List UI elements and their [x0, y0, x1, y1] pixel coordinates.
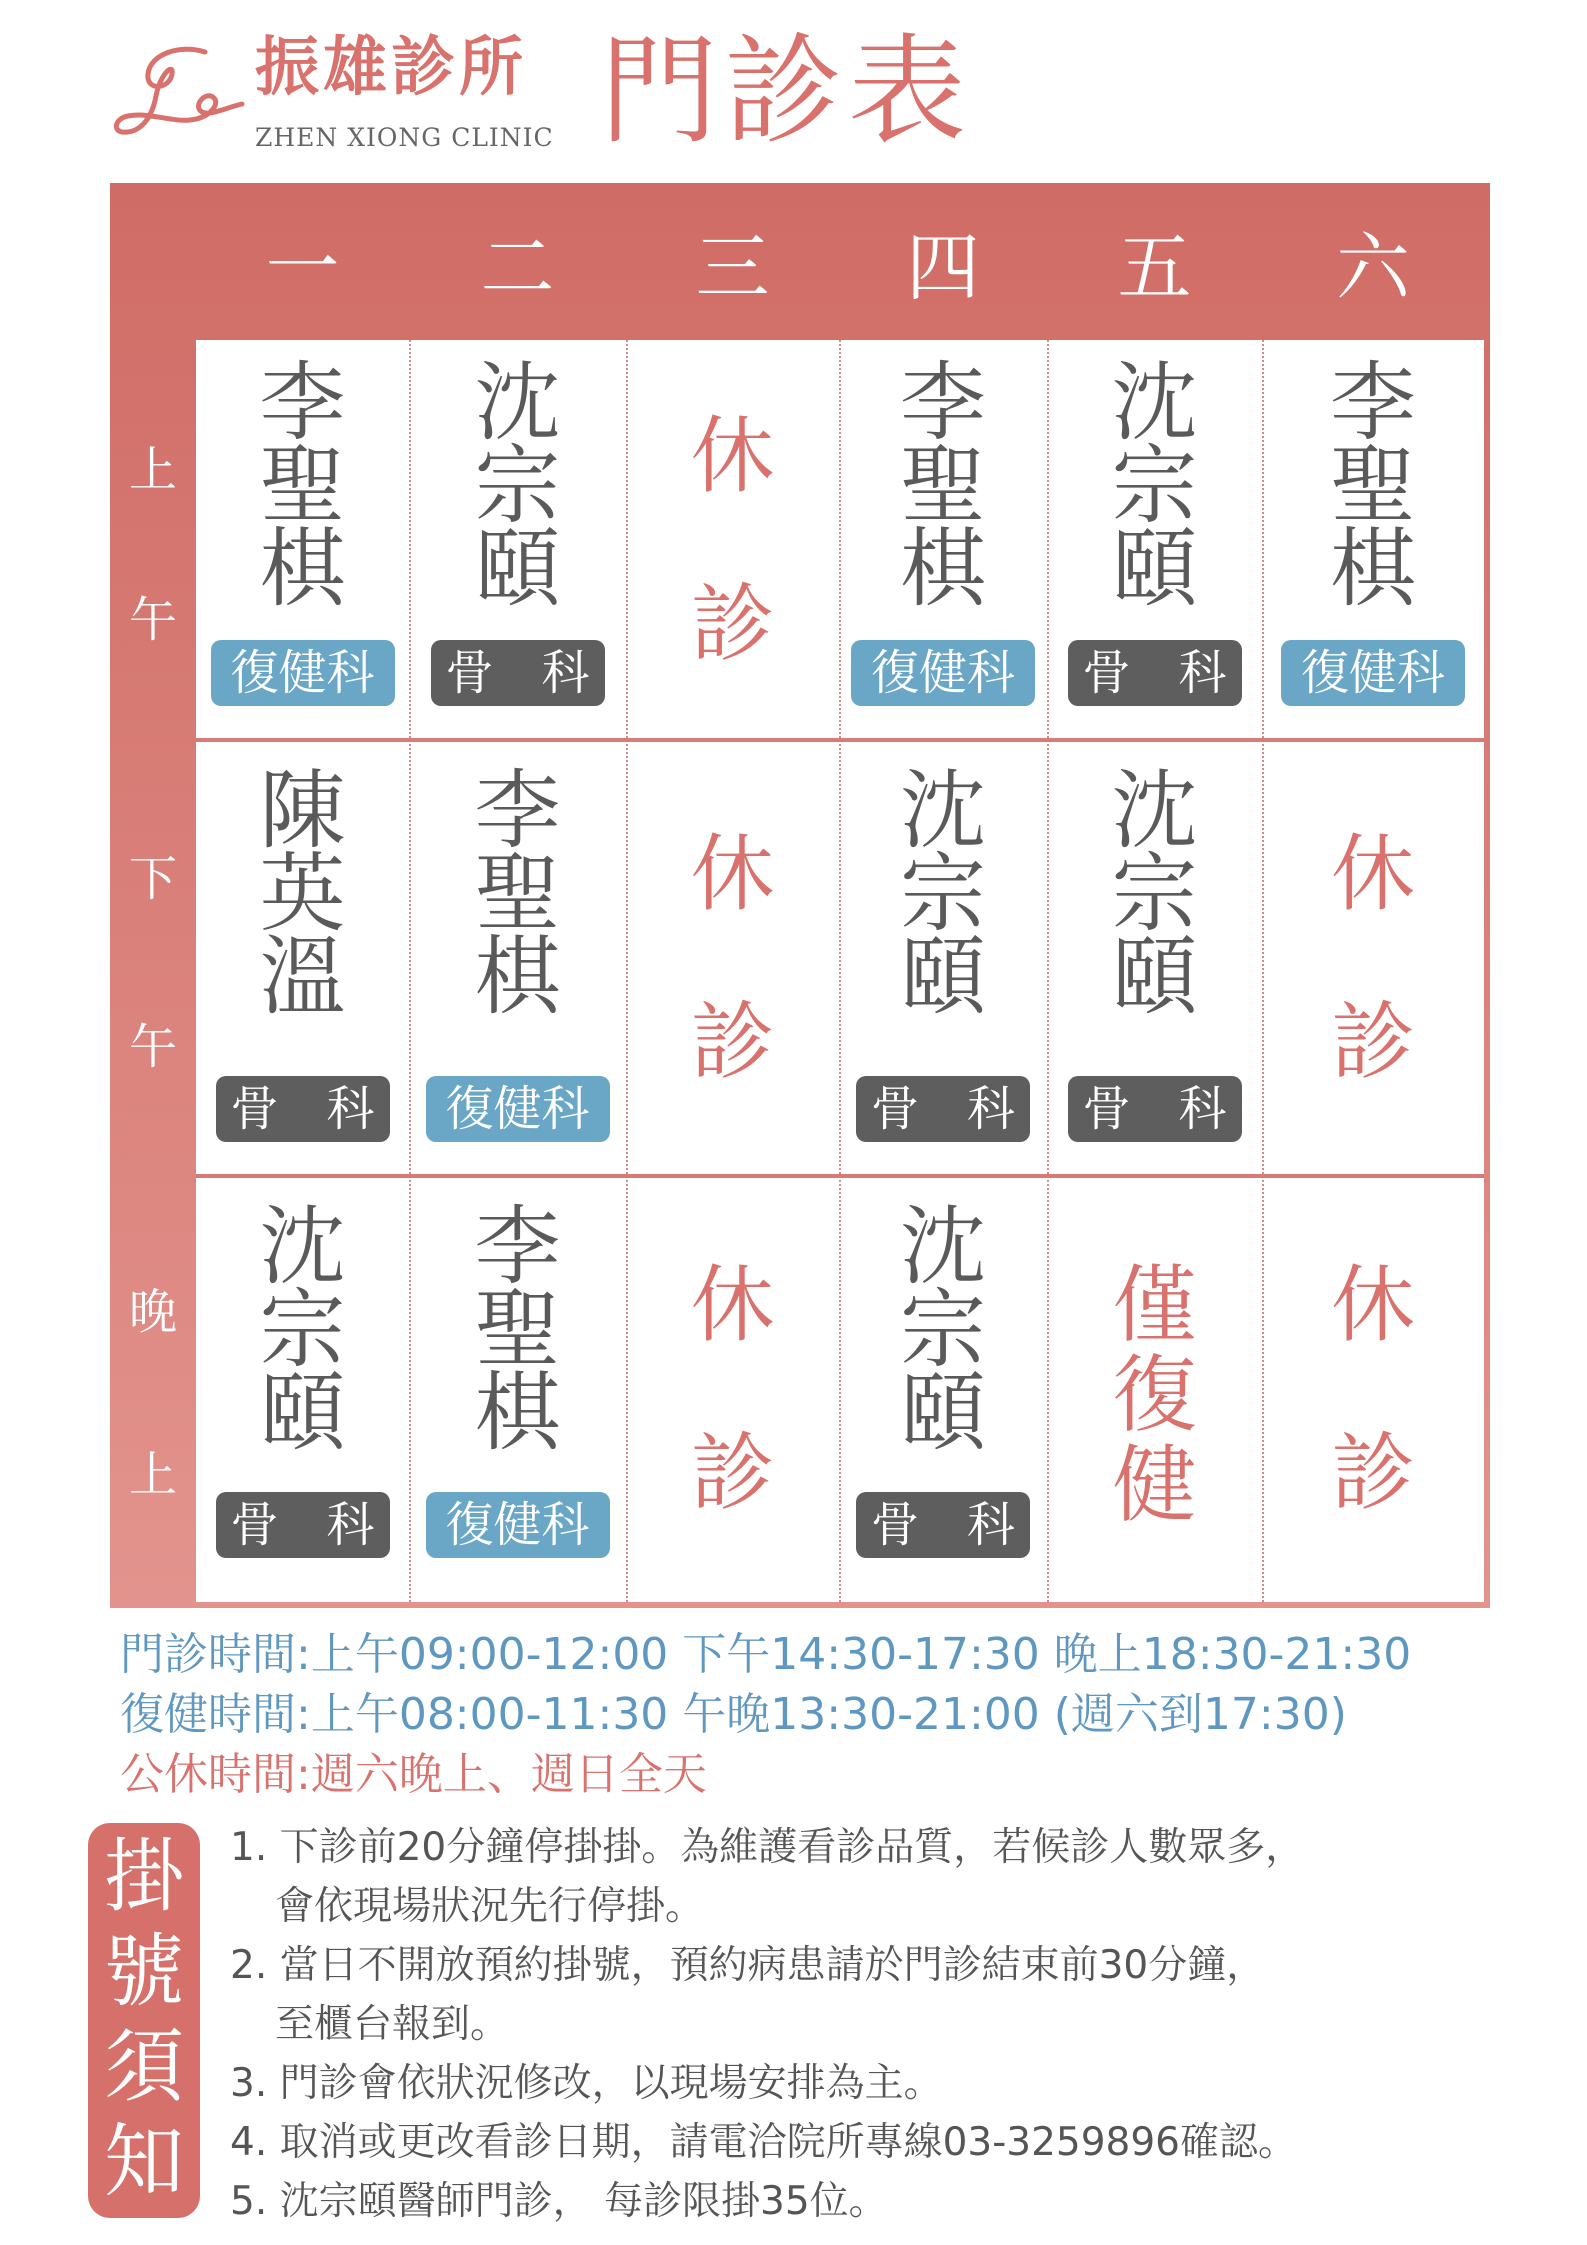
period-label-1 [110, 390, 196, 690]
notice-line-1: 1. 下診前20分鐘停掛掛。為維護看診品質，若候診人數眾多， [230, 1825, 1305, 1870]
notice-line-2b: 至櫃台報到。 [275, 2002, 510, 2047]
schedule-cell [196, 740, 409, 1176]
clinic-name-en: ZHEN XIONG CLINIC [255, 123, 554, 152]
rehab-badge: 復健科 [851, 640, 1035, 706]
closed-hours: 公休時間:週六晚上、週日全天 [120, 1749, 707, 1800]
rehab-only-label: 僅 復 健 [1112, 1256, 1197, 1534]
schedule-cell [409, 1176, 626, 1602]
ortho-badge: 骨 科 [1068, 640, 1242, 706]
page-title: 門診表 [600, 22, 973, 160]
period-label-3 [110, 1226, 196, 1552]
schedule-cell [626, 740, 839, 1176]
period-char: 下 [128, 850, 177, 907]
day-header-2: 二 [480, 224, 555, 311]
clinic-name: 振雄診所 [255, 31, 527, 105]
period-char: 上 [128, 441, 177, 498]
schedule-cell [196, 1176, 409, 1602]
clinic-hours: 門診時間:上午09:00-12:00 下午14:30-17:30 晚上18:30-21:30 [120, 1629, 1412, 1680]
ortho-badge: 骨 科 [216, 1076, 390, 1142]
period-char: 晚 [128, 1284, 177, 1340]
notice-line-3: 3. 門診會依狀況修改，以現場安排為主。 [230, 2061, 943, 2106]
ortho-badge: 骨 科 [856, 1076, 1030, 1142]
doctor-name: 沈 宗 頤 [900, 1197, 986, 1463]
day-header-4: 四 [906, 224, 980, 311]
doctor-name: 沈 宗 頤 [1111, 353, 1198, 619]
doctor-name: 李 聖 棋 [1330, 353, 1416, 619]
day-header-6: 六 [1336, 224, 1410, 311]
schedule-grid [196, 340, 1484, 1602]
closed-label: 休 診 [1330, 825, 1415, 1091]
rehab-badge: 復健科 [211, 640, 395, 706]
ortho-badge: 骨 科 [216, 1492, 390, 1558]
rehab-hours: 復健時間:上午08:00-11:30 午晚13:30-21:00 (週六到17:30) [120, 1689, 1347, 1740]
schedule-cell [409, 740, 626, 1176]
schedule-cell [1047, 1176, 1262, 1602]
doctor-name: 陳 英 溫 [259, 761, 346, 1027]
clinic-logo-icon [110, 34, 250, 154]
rehab-badge: 復健科 [426, 1492, 610, 1558]
schedule-cell [1262, 340, 1484, 740]
hours-info [120, 1625, 1411, 1805]
doctor-name: 李 聖 棋 [259, 353, 346, 619]
doctor-name: 沈 宗 頤 [474, 353, 561, 619]
period-char: 午 [128, 591, 177, 648]
header [110, 22, 1110, 160]
rehab-badge: 復健科 [1281, 640, 1465, 706]
doctor-name: 沈 宗 頤 [259, 1197, 346, 1463]
notice-tab-char: 須 [104, 2020, 184, 2113]
closed-label: 休 診 [690, 407, 775, 673]
doctor-name: 李 聖 棋 [900, 353, 986, 619]
period-char: 上 [128, 1447, 177, 1503]
notice-tab-char: 知 [104, 2115, 184, 2208]
closed-label: 休 診 [690, 825, 775, 1091]
notice-tab-char: 掛 [104, 1830, 184, 1923]
schedule-cell [626, 1176, 839, 1602]
doctor-name: 沈 宗 頤 [900, 761, 986, 1027]
period-char: 午 [128, 1018, 177, 1075]
notice-line-5: 5. 沈宗頤醫師門診， 每診限掛35位。 [230, 2179, 888, 2224]
day-header-5: 五 [1117, 224, 1192, 311]
notice-line-1b: 會依現場狀況先行停掛。 [275, 1884, 705, 1929]
schedule-cell [1262, 740, 1484, 1176]
schedule-cell [839, 740, 1047, 1176]
notice-line-4: 4. 取消或更改看診日期，請電洽院所專線03-3259896確認。 [230, 2120, 1297, 2165]
schedule-cell [1047, 340, 1262, 740]
notice-line-2: 2. 當日不開放預約掛號，預約病患請於門診結束前30分鐘， [230, 1943, 1266, 1988]
doctor-name: 李 聖 棋 [474, 1197, 561, 1463]
rehab-badge: 復健科 [426, 1076, 610, 1142]
closed-label: 休 診 [1330, 1256, 1415, 1522]
period-label-2 [110, 790, 196, 1126]
notice-list [230, 1818, 1530, 2231]
schedule-cell [196, 340, 409, 740]
schedule-cell [409, 340, 626, 740]
schedule-cell [1262, 1176, 1484, 1602]
ortho-badge: 骨 科 [1068, 1076, 1242, 1142]
schedule-cell [839, 1176, 1047, 1602]
ortho-badge: 骨 科 [431, 640, 605, 706]
closed-label: 休 診 [690, 1256, 775, 1522]
schedule-cell [626, 340, 839, 740]
schedule-cell [1047, 740, 1262, 1176]
doctor-name: 李 聖 棋 [474, 761, 561, 1027]
day-header-3: 三 [695, 224, 770, 311]
schedule-table [110, 183, 1490, 1608]
day-header-1: 一 [265, 224, 340, 311]
notice-tab-char: 號 [104, 1925, 184, 2018]
ortho-badge: 骨 科 [856, 1492, 1030, 1558]
notice-tab [88, 1823, 200, 2218]
schedule-cell [839, 340, 1047, 740]
doctor-name: 沈 宗 頤 [1111, 761, 1198, 1027]
